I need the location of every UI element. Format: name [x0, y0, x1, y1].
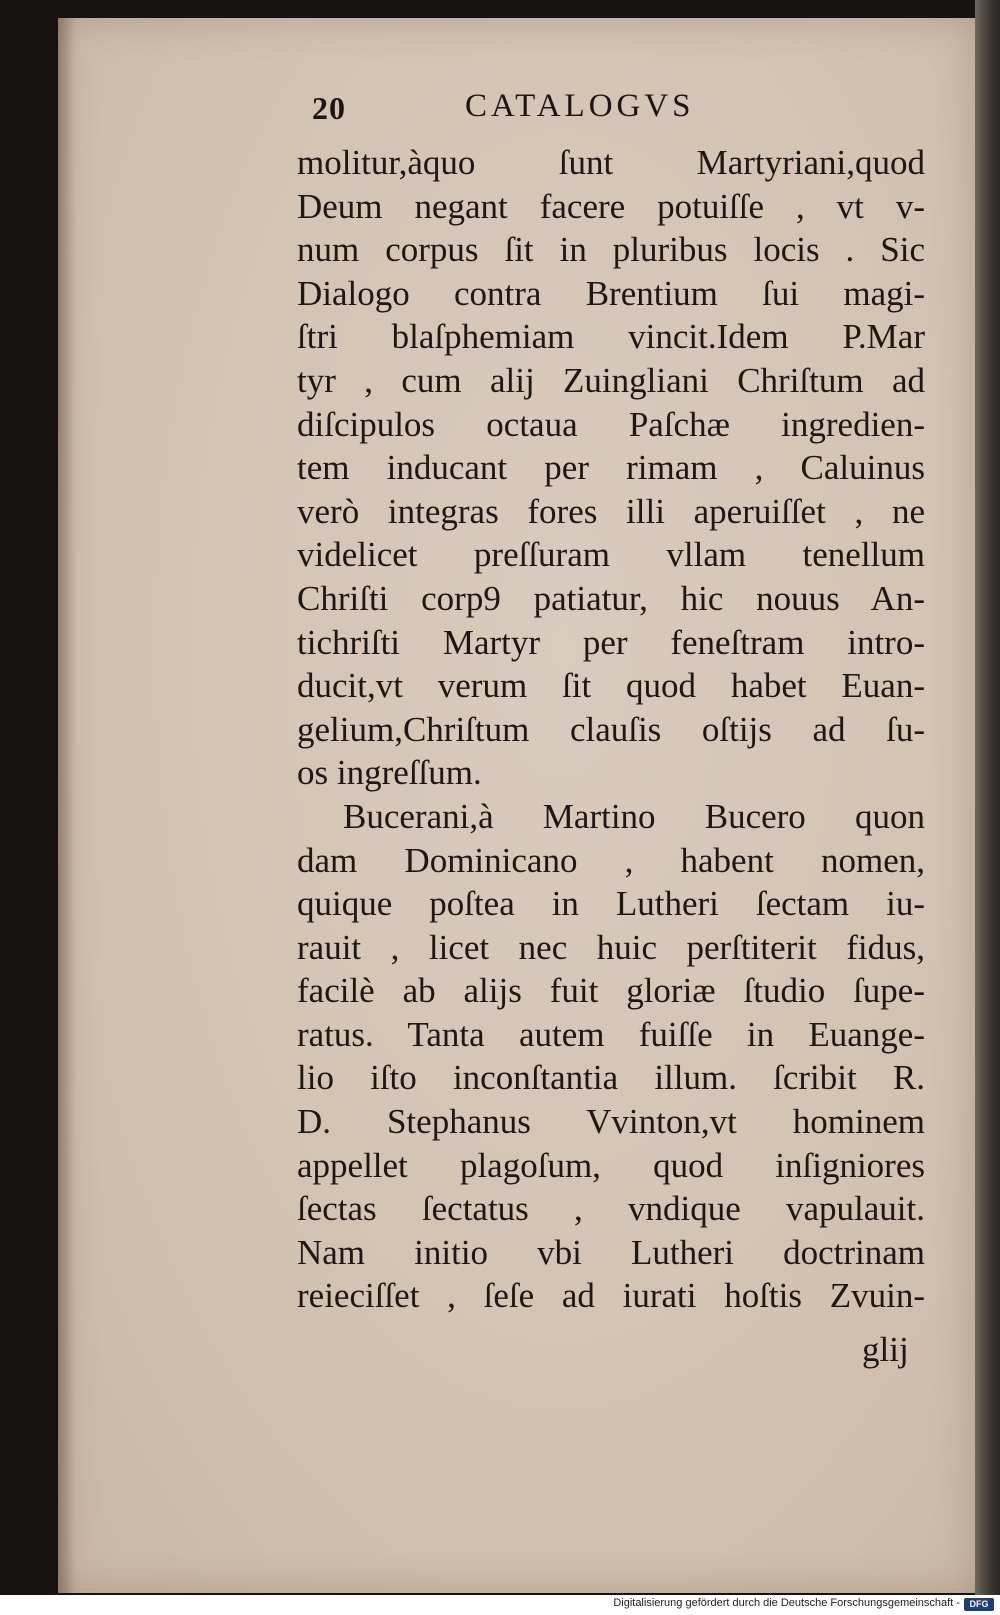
text-line: ducit,vt verum ſit quod habet Euan- — [297, 666, 925, 706]
digitization-footer — [0, 1595, 1000, 1615]
text-line: tem inducant per rimam , Caluinus — [297, 448, 925, 488]
text-line: Deum negant facere potuiſſe , vt v- — [297, 186, 925, 226]
text-line: videlicet preſſuram vllam tenellum — [297, 535, 925, 575]
text-line: appellet plagoſum, quod inſigniores — [297, 1145, 925, 1185]
text-line: os ingreſſum. — [297, 753, 482, 793]
text-line: Chriſti corp9 patiatur, hic nouus An- — [297, 578, 925, 618]
text-line: ſectas ſectatus , vndique vapulauit. — [297, 1189, 925, 1229]
running-title: CATALOGVS — [465, 88, 695, 124]
text-line: quique poſtea in Lutheri ſectam iu- — [297, 884, 925, 924]
text-line: reieciſſet , ſeſe ad iurati hoſtis Zvuin- — [297, 1276, 925, 1316]
text-line: verò integras fores illi aperuiſſet , ne — [297, 491, 925, 531]
page-header — [0, 90, 1000, 140]
text-line: lio iſto inconſtantia illum. ſcribit R. — [297, 1058, 925, 1098]
text-line: num corpus ſit in pluribus locis . Sic — [297, 230, 925, 270]
page-spine-shadow — [58, 18, 76, 1593]
text-line: Dialogo contra Brentium ſui magi- — [297, 273, 925, 313]
page-number: 20 — [312, 90, 346, 126]
catchword: glij — [862, 1330, 909, 1369]
text-line: facilè ab alijs fuit gloriæ ſtudio ſupe- — [297, 971, 925, 1011]
page-edge — [975, 0, 1000, 1595]
text-line: Nam initio vbi Lutheri doctrinam — [297, 1232, 925, 1272]
body-text — [297, 141, 925, 1318]
text-line: dam Dominicano , habent nomen, — [297, 840, 925, 880]
text-line: D. Stephanus Vvinton,vt hominem — [297, 1102, 925, 1142]
text-line: tichriſti Martyr per feneſtram intro- — [297, 622, 925, 662]
text-line: tyr , cum alij Zuingliani Chriſtum ad — [297, 360, 925, 400]
text-line: ratus. Tanta autem fuiſſe in Euange- — [297, 1014, 925, 1054]
text-line: diſcipulos octaua Paſchæ ingredien- — [297, 404, 925, 444]
text-line: gelium,Chriſtum clauſis oſtijs ad ſu- — [297, 709, 925, 749]
paragraph-start-line: Bucerani,à Martino Bucero quon — [343, 796, 925, 836]
text-line: molitur,àquo ſunt Martyriani,quod — [297, 143, 925, 182]
funding-credit: Digitalisierung gefördert durch die Deutsche Forschungsgemeinschaft - — [613, 1597, 960, 1609]
dfg-logo: DFG — [964, 1598, 994, 1611]
text-line: ſtri blaſphemiam vincit.Idem P.Mar — [297, 317, 925, 357]
text-line: rauit , licet nec huic perſtiterit fidus, — [297, 927, 925, 967]
